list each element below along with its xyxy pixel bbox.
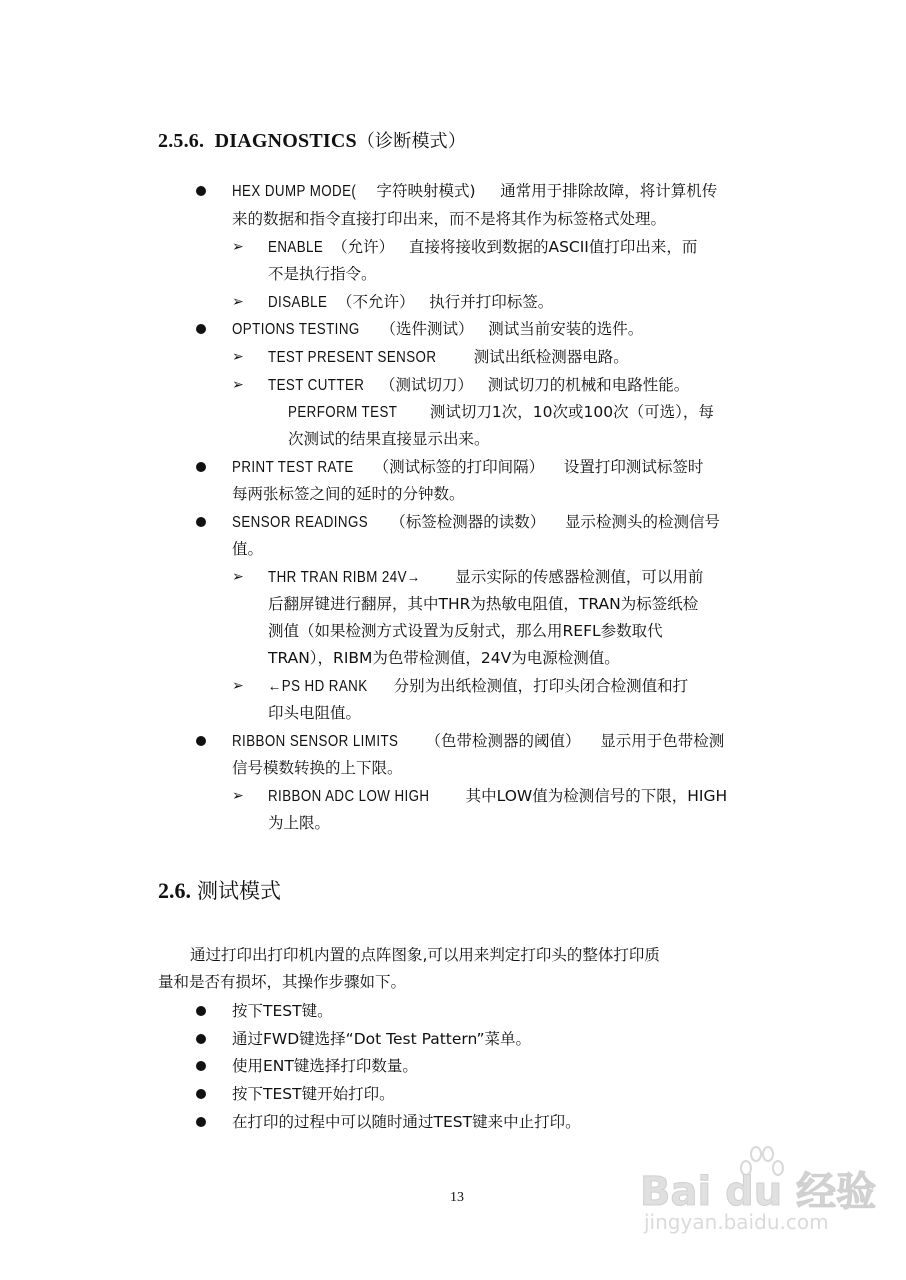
subitem-keyword: ←PS HD RANK	[268, 678, 368, 695]
paragraph-line-1: 通过打印出打印机内置的点阵图象,可以用来判定打印头的整体打印质	[190, 946, 660, 964]
subitem-keyword: TEST CUTTER	[268, 377, 365, 394]
subitem-description: 测试出纸检测器电路。	[473, 348, 629, 366]
list-item-options-testing	[232, 319, 643, 340]
subitem-keyword: TEST PRESENT SENSOR	[268, 349, 437, 366]
subitem-keyword: ENABLE	[268, 239, 324, 256]
item-keyword: RIBBON SENSOR LIMITS	[232, 733, 399, 750]
item-description: 显示用于色带检测	[600, 732, 725, 750]
bullet-icon	[196, 1034, 206, 1044]
subitem-description-cont: TRAN），RIBM为色带检测值，24V为电源检测值。	[268, 649, 620, 667]
item-keyword: HEX DUMP MODE(	[232, 183, 357, 200]
watermark-url: jingyan.baidu.com	[644, 1210, 829, 1234]
item-description: 测试当前安装的选件。	[488, 320, 644, 338]
item-keyword-cn: （选件测试）	[380, 320, 474, 338]
item-description: 显示检测头的检测信号	[564, 513, 720, 531]
arrow-bullet-icon: ➢	[232, 377, 244, 393]
subitem-description-cont: 印头电阻值。	[268, 704, 362, 722]
subitem-keyword-cn: （测试切刀）	[380, 376, 474, 394]
subitem-description: 直接将接收到数据的ASCII值打印出来，而	[408, 238, 698, 256]
bullet-icon	[196, 186, 206, 196]
step-item: 按下TEST键开始打印。	[232, 1085, 395, 1103]
subitem-description: 分别为出纸检测值，打印头闭合检测值和打	[393, 677, 689, 695]
bullet-icon	[196, 736, 206, 746]
subitem-test-present-sensor	[268, 347, 629, 368]
subitem-description: 其中LOW值为检测信号的下限，HIGH	[465, 787, 728, 805]
item-keyword-cn: （标签检测器的读数）	[390, 513, 546, 531]
step-item: 在打印的过程中可以随时通过TEST键来中止打印。	[232, 1113, 581, 1131]
bullet-icon	[196, 324, 206, 334]
arrow-bullet-icon: ➢	[232, 788, 244, 804]
item-keyword-cn: （色带检测器的阈值）	[425, 732, 581, 750]
arrow-bullet-icon: ➢	[232, 678, 244, 694]
subitem-description-cont: 为上限。	[268, 814, 331, 832]
subitem-keyword-cn: （不允许）	[336, 293, 415, 311]
arrow-bullet-icon: ➢	[232, 294, 244, 310]
paragraph-line-2: 量和是否有损坏，其操作步骤如下。	[158, 973, 407, 991]
detail-keyword: PERFORM TEST	[288, 404, 398, 421]
subitem-test-cutter	[268, 375, 689, 396]
section-number: 2.5.6.	[158, 130, 205, 152]
section-heading-diagnostics	[158, 127, 466, 153]
item-description: 通常用于排除故障，将计算机传	[500, 182, 718, 200]
page-number: 13	[450, 1190, 464, 1205]
item-description: 设置打印测试标签时	[563, 458, 704, 476]
item-description-cont: 每两张标签之间的延时的分钟数。	[232, 485, 465, 503]
detail-description-cont: 次测试的结果直接显示出来。	[288, 430, 490, 448]
subitem-disable	[268, 292, 553, 313]
subitem-keyword: THR TRAN RIBM 24V→	[268, 569, 421, 586]
list-item-ribbon-sensor-limits	[232, 731, 724, 752]
baidu-watermark	[640, 1140, 880, 1240]
subitem-keyword: RIBBON ADC LOW HIGH	[268, 788, 430, 805]
subitem-ribbon-adc	[268, 786, 727, 807]
item-keyword: SENSOR READINGS	[232, 514, 369, 531]
item-description-cont: 来的数据和指令直接打印出来，而不是将其作为标签格式处理。	[232, 210, 667, 228]
subitem-description: 测试切刀的机械和电路性能。	[487, 376, 690, 394]
item-description-cont: 信号模数转换的上下限。	[232, 759, 403, 777]
bullet-icon	[196, 462, 206, 472]
section-title: 测试模式	[197, 879, 281, 903]
subitem-description-cont: 不是执行指令。	[268, 265, 377, 283]
item-keyword: PRINT TEST RATE	[232, 459, 354, 476]
step-item: 使用ENT键选择打印数量。	[232, 1057, 418, 1075]
subitem-keyword-cn: （允许）	[332, 238, 395, 256]
bullet-icon	[196, 1061, 206, 1071]
subitem-description: 执行并打印标签。	[429, 293, 554, 311]
step-item: 通过FWD键选择“Dot Test Pattern”菜单。	[232, 1030, 532, 1048]
arrow-bullet-icon: ➢	[232, 239, 244, 255]
arrow-bullet-icon: ➢	[232, 569, 244, 585]
watermark-brand: Bai du 经验	[640, 1169, 877, 1215]
subitem-keyword: DISABLE	[268, 294, 328, 311]
item-keyword: OPTIONS TESTING	[232, 321, 360, 338]
subitem-description-cont: 测值（如果检测方式设置为反射式，那么用REFL参数取代	[268, 622, 663, 640]
section-title: DIAGNOSTICS	[214, 130, 357, 152]
bullet-icon	[196, 1006, 206, 1016]
section-number: 2.6.	[158, 878, 191, 903]
subitem-description: 显示实际的传感器检测值，可以用前	[455, 568, 704, 586]
subitem-enable	[268, 237, 697, 258]
section-title-cn: （诊断模式）	[356, 131, 467, 152]
list-item-hex-dump	[232, 181, 717, 202]
step-item: 按下TEST键。	[232, 1002, 333, 1020]
subitem-thr-tran-ribm	[268, 567, 703, 588]
subitem-description-cont: 后翻屏键进行翻屏，其中THR为热敏电阻值，TRAN为标签纸检	[268, 595, 699, 613]
item-keyword-cn: （测试标签的打印间隔）	[373, 458, 545, 476]
arrow-bullet-icon: ➢	[232, 349, 244, 365]
section-heading-test-mode	[158, 875, 281, 905]
bullet-icon	[196, 1117, 206, 1127]
item-keyword-cn: 字符映射模式)	[376, 182, 476, 200]
list-item-print-test-rate	[232, 457, 703, 478]
detail-perform-test	[288, 402, 714, 423]
detail-description: 测试切刀1次，10次或100次（可选），每	[429, 403, 714, 421]
item-description-cont: 值。	[232, 540, 264, 558]
bullet-icon	[196, 1089, 206, 1099]
bullet-icon	[196, 517, 206, 527]
list-item-sensor-readings	[232, 512, 720, 533]
subitem-ps-hd-rank	[268, 676, 688, 697]
